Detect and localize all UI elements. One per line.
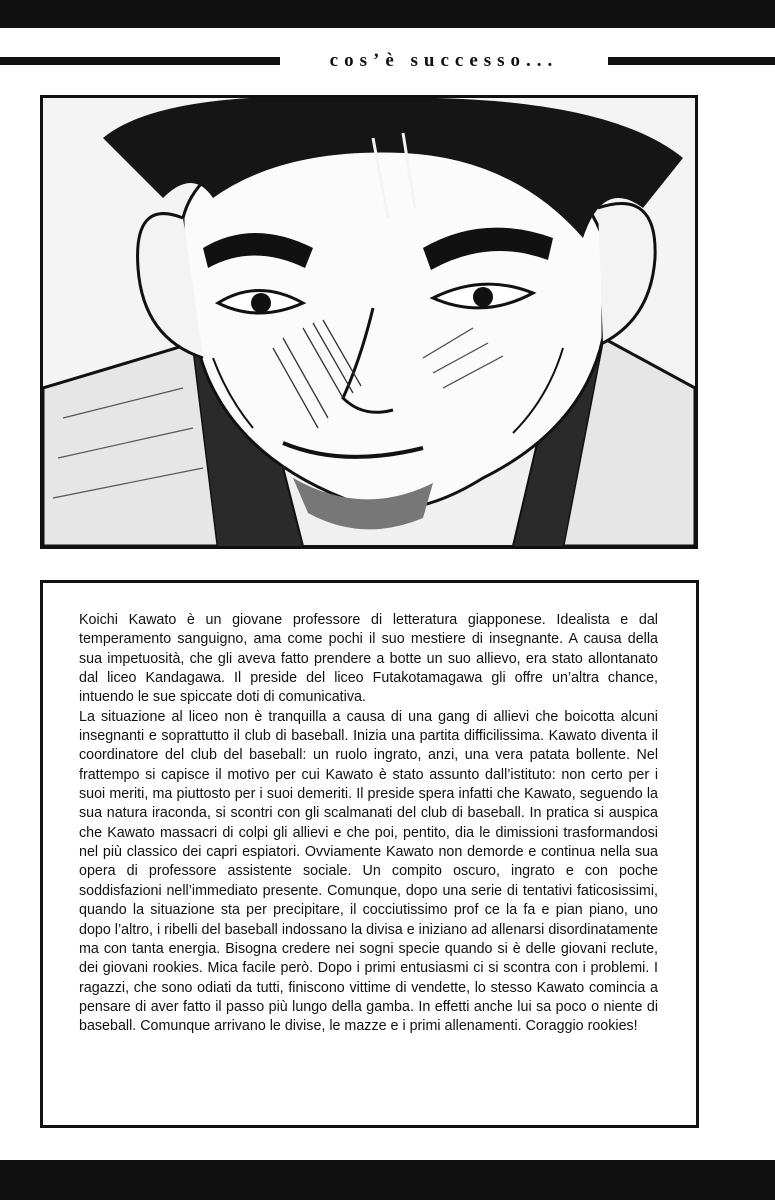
header-rule-left [0,57,280,65]
summary-paragraph-1: Koichi Kawato è un giovane professore di letteratura giapponese. Idealista e dal temperamento sanguigno, ama come pochi il suo mestiere di insegnante. A causa della sua impetuosità, che gli aveva fatto prendere a botte un suo allievo, era stato allontanato dal liceo Kandagawa. Il preside del liceo Futakotamagawa gli offre un’altra chance, intuendo le sue spiccate doti di comunicativa. [79,612,658,706]
section-title: cos’è successo... [329,50,559,71]
teacher-portrait-drawing [43,98,695,546]
manga-illustration [40,95,698,549]
header-rule-right [608,57,775,65]
bottom-black-bar [0,1160,775,1200]
top-black-bar [0,0,775,28]
story-summary-box [40,580,699,1128]
summary-paragraph-2: La situazione al liceo non è tranquilla a causa di una gang di allievi che boicotta alcuni insegnanti e soprattutto il club di baseball. Inizia una partita difficilissima. Kawato diventa il coordinatore del club del baseball: un ruolo ingrato, anzi, una vera patata bollente. Nel frattempo si capisce il motivo per cui Kawato è stato assunto dall’istituto: non certo per i suoi meriti, ma piuttosto per i suoi demeriti. Il preside spera infatti che Kawato, seguendo la sua natura iraconda, si scontri con gli scalmanati del club di baseball. In pratica si auspica che Kawato massacri di colpi gli allievi e che poi, pentito, dia le dimissioni trasformandosi nel più classico dei capri espiatori. Ovviamente Kawato non demorde e continua nella sua opera di professore assistente sociale. Un compito oscuro, ingrato e con poche soddisfazioni nell’immediato presente. Comunque, dopo una serie di tentativi faticosissimi, quando la situazione sta per precipitare, il cocciutissimo prof ce la fa e pian piano, uno dopo l’altro, i ribelli del baseball indossano la divisa e iniziano ad allenarsi disordinatamente ma con tanta energia. Bisogna credere nei sogni specie quando si è delle giovani reclute, dei giovani rookies. Mica facile però. Dopo i primi entusiasmi ci si scontra con i problemi. I ragazzi, che sono odiati da tutti, finiscono vittime di vendette, lo stesso Kawato comincia a pensare di aver fatto il passo più lungo della gamba. In effetti anche lui sa poco o niente di baseball. Comunque arrivano le divise, le mazze e i primi allenamenti. Coraggio rookies! [79,708,658,1035]
